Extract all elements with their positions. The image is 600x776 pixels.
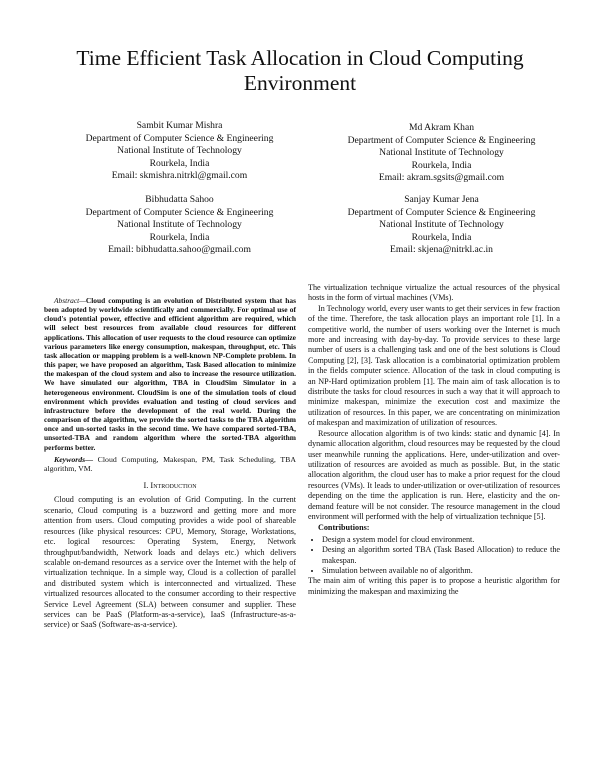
right-paragraph-1: The virtualization technique virtualize the actual resources of the physical hosts in the form of virtual machines (VMs). (308, 283, 560, 303)
author-loc: Rourkela, India (149, 231, 210, 243)
abstract-lead: Abstract— (54, 296, 86, 305)
author-inst: National Institute of Technology (117, 145, 242, 157)
right-paragraph-2: In Technology world, every user wants to get their services in few fraction of the time. Therefore, the task allocation plays an important role [1]. In a competitive world, the number of users working over the Internet is much more and increasing with day-by-day. To provide services to these large number of users is a challenging task and one of the best solutions is Cloud Computing [2], [3]. Task allocation is a combinatorial optimization problem in the fields computer science. Allocation of the task in cloud computing is an NP-Hard optimization problem [1]. The main aim of task allocation is to distribute the tasks for cloud resources in such a way that it will approach to minimize makespan, minimize the execution cost and maximize the utilization of resources. In this paper, we are concentrating on minimization of makespan and maximization of utilization of resources. (308, 303, 560, 428)
intro-paragraph-1: Cloud computing is an evolution of Grid Computing. In the current scenario, Cloud computing is a buzzword and getting more and more attention from users. Cloud computing provides a wide pool of shareable resources (like physical resources: CPU, Memory, Storage, Workstations, etc. logical resources: Operating System, Energy, Network throughput/bandwidth, Network loads and delays etc.) which delivers scalable on-demand resources as a service over the Internet with the help of virtualization technique. In a simple way, Cloud is a collection of parallel and distributed system which is interconnected and virtualized. These virtualized resources allocated to the consumer according to their respective Service Level Agreement (SLA) between consumer and supplier. These services can be PaaS (Platform-as-a-service), IaaS (Infrastructure-as-a-service) or SaaS (Software-as-a-service). (44, 495, 296, 630)
keywords-lead: Keywords— (54, 454, 93, 464)
author-block-4 (309, 194, 574, 257)
author-block-3 (47, 194, 312, 257)
author-dept: Department of Computer Science & Engineering (347, 134, 536, 146)
author-name: Md Akram Khan (408, 122, 474, 133)
author-dept: Department of Computer Science & Engineering (347, 206, 536, 218)
author-loc: Rourkela, India (411, 231, 472, 243)
author-inst: National Institute of Technology (379, 219, 504, 231)
author-email: Email: skmishra.nitrkl@gmail.com (111, 170, 248, 182)
title-line-2: Environment (243, 71, 357, 95)
author-inst: National Institute of Technology (379, 147, 504, 159)
author-dept: Department of Computer Science & Engineering (85, 132, 274, 144)
right-column (308, 283, 560, 597)
author-dept: Department of Computer Science & Engineering (85, 206, 274, 218)
keywords-text: Cloud Computing, Makespan, PM, Task Scheduling, TBA algorithm, VM. (44, 454, 296, 474)
title-line-1: Time Efficient Task Allocation in Cloud Computing (76, 46, 524, 70)
author-inst: National Institute of Technology (117, 219, 242, 231)
abstract (44, 296, 296, 452)
section-heading-introduction: I. Introduction (143, 481, 197, 491)
contribution-item: • Design a system model for cloud environment. (322, 535, 560, 545)
author-name: Sanjay Kumar Jena (404, 194, 479, 205)
author-loc: Rourkela, India (411, 159, 472, 171)
author-name: Bibhudatta Sahoo (145, 194, 214, 205)
author-email: Email: bibhudatta.sahoo@gmail.com (108, 244, 251, 256)
author-block-2 (309, 122, 574, 185)
contribution-item: • Desing an algorithm sorted TBA (Task Based Allocation) to reduce the makespan. (322, 545, 560, 566)
contribution-item: • Simulation between available no of algorithm. (322, 566, 560, 576)
author-name: Sambit Kumar Mishra (136, 120, 223, 131)
contributions-list (308, 535, 560, 577)
right-paragraph-4: The main aim of writing this paper is to propose a heuristic algorithm for minimizing the makespan and maximizing the (308, 576, 560, 596)
author-block-1 (47, 120, 312, 183)
contributions-heading: Contributions: (318, 523, 370, 533)
right-paragraph-3: Resource allocation algorithm is of two kinds: static and dynamic [4]. In dynamic allocation algorithm, cloud resources may be requested by the cloud user meanwhile running the applications. Here, under-utilization and over-utilization of resources are avoided as much as possible. But, in the static allocation algorithm, the cloud user has to make a prior request for the cloud resources (VMs). It leads to under-utilization or over-utilization of resources depending on the time the application is run. Here, elasticity and the on-demand feature will be not consider. The resource management in the cloud environment will performed with the help of virtualization technique [5]. (308, 428, 560, 521)
author-email: Email: akram.sgsits@gmail.com (378, 172, 505, 184)
abstract-text: Cloud computing is an evolution of Distributed system that has been adopted by worldwide scientifically and commercially. For optimal use of cloud's potential power, effective and efficient algorithm are required, which will select best resources from available cloud resources for different applications. This allocation of user requests to the cloud resource can optimize various parameters like energy consumption, makespan, throughput, etc. This task allocation or mapping problem is a well-known NP-Complete problem. In this paper, we have proposed an algorithm, Task Based allocation to minimize the makespan of the cloud system and also to increase the resource utilization. We have simulated our algorithm, TBA in CloudSim Simulator in a heterogeneous environment. CloudSim is one of the simulation tools of cloud environment which provides evaluation and testing of cloud services and infrastructure before the development of the real world. During the comparison of the algorithm, we provide the sorted tasks to the TBA algorithm once and un-sorted tasks in the second time. We have compared sorted-TBA, unsorted-TBA and random algorithm where the sorted-TBA algorithm performs better. (44, 296, 296, 452)
keywords (44, 455, 296, 474)
left-column (44, 296, 296, 631)
author-loc: Rourkela, India (149, 157, 210, 169)
author-email: Email: skjena@nitrkl.ac.in (390, 244, 493, 256)
paper-title (0, 46, 600, 96)
